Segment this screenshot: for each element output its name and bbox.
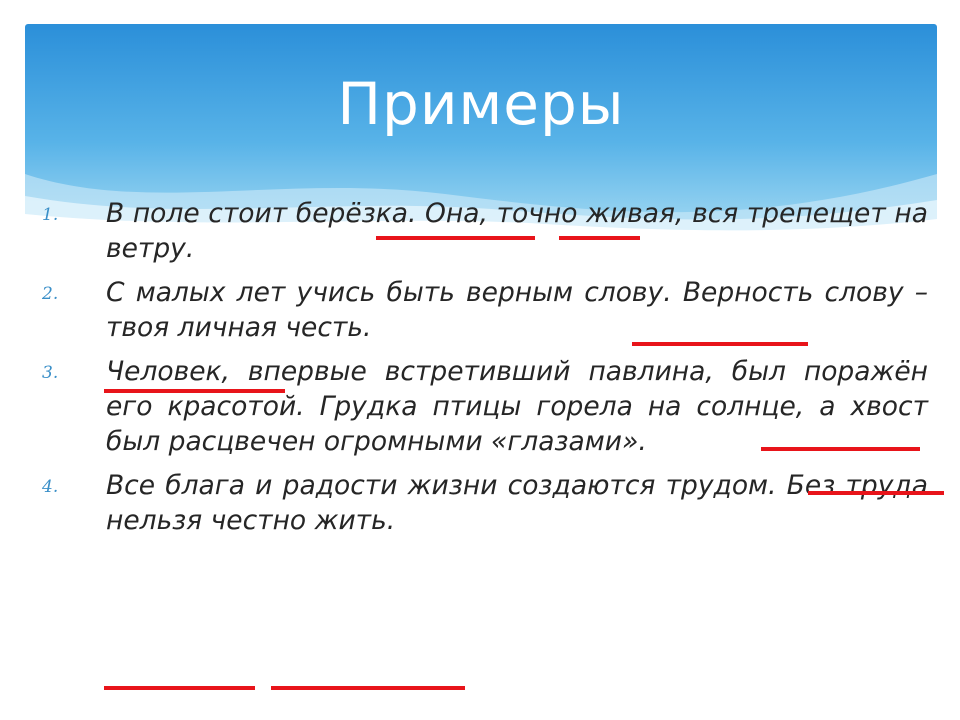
item-number: 3.: [42, 363, 59, 383]
item-text: Человек, впервые встретивший павлина, был поражён его красотой. Грудка птицы горела на солнце, а хвост был расцвечен огромными «глазами».: [106, 356, 928, 457]
item-number: 2.: [42, 284, 59, 304]
item-text: Все блага и радости жизни создаются трудом. Без труда нельзя честно жить.: [106, 470, 928, 536]
item-number: 4.: [42, 477, 59, 497]
item-text: В поле стоит берёзка. Она, точно живая, вся трепещет на ветру.: [106, 198, 928, 264]
item-number: 1.: [42, 205, 59, 225]
item-text: С малых лет учись быть верным слову. Верность слову – твоя личная честь.: [106, 277, 928, 343]
slide-title: Примеры: [337, 70, 625, 138]
